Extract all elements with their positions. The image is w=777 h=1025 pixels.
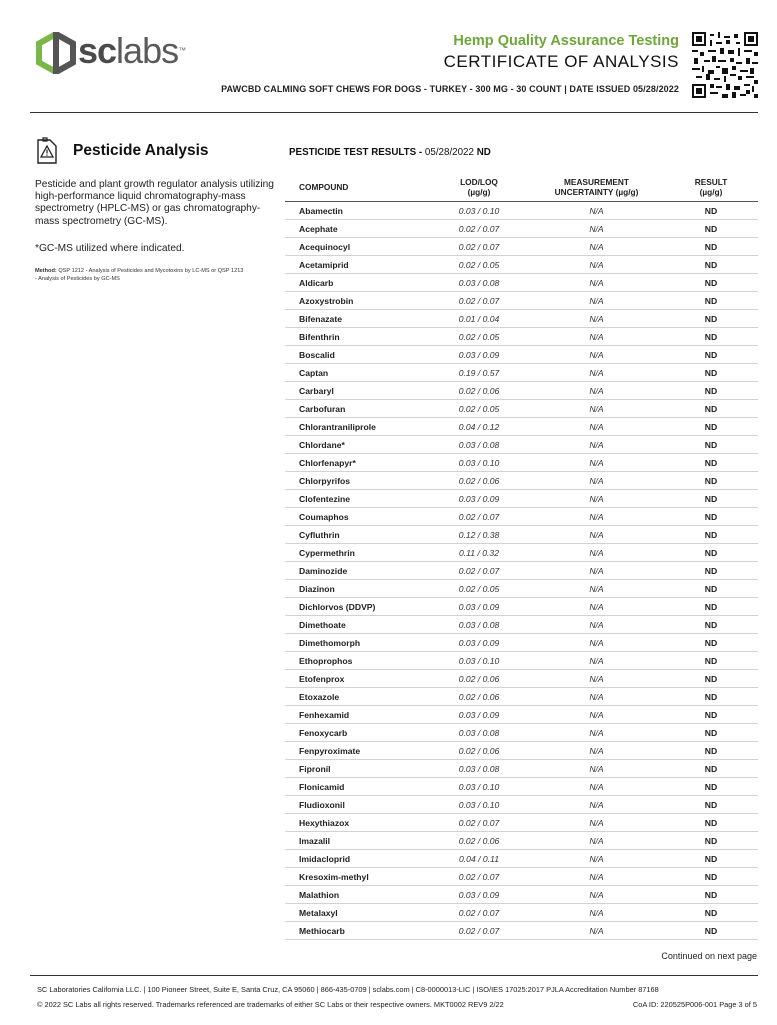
result-cell: ND <box>664 850 758 868</box>
logo-tm: ™ <box>178 46 186 55</box>
table-row <box>285 868 758 886</box>
col-lod-line2: (µg/g) <box>467 187 491 197</box>
compound-cell: Fenpyroximate <box>285 742 429 760</box>
logo-labs: labs <box>116 30 179 71</box>
uncertainty-cell: N/A <box>529 598 664 616</box>
qr-code-icon[interactable] <box>692 32 758 98</box>
lod-loq-cell: 0.02 / 0.06 <box>429 832 529 850</box>
compound-cell: Cypermethrin <box>285 544 429 562</box>
uncertainty-cell: N/A <box>529 436 664 454</box>
result-cell: ND <box>664 346 758 364</box>
uncertainty-cell: N/A <box>529 868 664 886</box>
compound-cell: Acequinocyl <box>285 238 429 256</box>
footer-coa-id: CoA ID: 220525P006-001 Page 3 of 5 <box>632 1000 757 1009</box>
table-row <box>285 562 758 580</box>
compound-cell: Imazalil <box>285 832 429 850</box>
table-row <box>285 850 758 868</box>
lod-loq-cell: 0.12 / 0.38 <box>429 526 529 544</box>
compound-cell: Azoxystrobin <box>285 292 429 310</box>
method-label: Method: <box>35 268 57 274</box>
col-mu-line1: MEASUREMENT <box>564 177 629 187</box>
lod-loq-cell: 0.02 / 0.06 <box>429 382 529 400</box>
lod-loq-cell: 0.03 / 0.08 <box>429 274 529 292</box>
results-heading-label: PESTICIDE TEST RESULTS - <box>289 147 423 158</box>
uncertainty-cell: N/A <box>529 580 664 598</box>
table-row <box>285 778 758 796</box>
uncertainty-cell: N/A <box>529 490 664 508</box>
result-cell: ND <box>664 886 758 904</box>
lod-loq-cell: 0.03 / 0.08 <box>429 760 529 778</box>
lod-loq-cell: 0.01 / 0.04 <box>429 310 529 328</box>
uncertainty-cell: N/A <box>529 922 664 940</box>
compound-cell: Fenhexamid <box>285 706 429 724</box>
col-measurement-uncertainty <box>529 173 664 202</box>
lod-loq-cell: 0.03 / 0.09 <box>429 886 529 904</box>
uncertainty-cell: N/A <box>529 886 664 904</box>
table-row <box>285 508 758 526</box>
compound-cell: Diazinon <box>285 580 429 598</box>
uncertainty-cell: N/A <box>529 346 664 364</box>
result-cell: ND <box>664 490 758 508</box>
compound-cell: Chlordane* <box>285 436 429 454</box>
result-cell: ND <box>664 670 758 688</box>
uncertainty-cell: N/A <box>529 778 664 796</box>
footer-copyright: © 2022 SC Labs all rights reserved. Trademarks referenced are trademarks of either SC Labs or their respective owners. MKT0002 REV9 2/22 <box>37 1000 504 1009</box>
col-result-line2: (µg/g) <box>699 187 723 197</box>
result-cell: ND <box>664 364 758 382</box>
result-cell: ND <box>664 814 758 832</box>
uncertainty-cell: N/A <box>529 850 664 868</box>
uncertainty-cell: N/A <box>529 328 664 346</box>
table-row <box>285 454 758 472</box>
table-row <box>285 544 758 562</box>
section-description: Pesticide and plant growth regulator analysis utilizing high-performance liquid chromatography-mass spectrometry (HPLC-MS) or gas chromatography-mass spectrometry (GC-MS). <box>35 179 274 227</box>
results-date: 05/28/2022 <box>424 147 474 158</box>
lod-loq-cell: 0.03 / 0.08 <box>429 436 529 454</box>
col-result-line1: RESULT <box>694 177 728 187</box>
uncertainty-cell: N/A <box>529 400 664 418</box>
lod-loq-cell: 0.02 / 0.07 <box>429 220 529 238</box>
compound-cell: Kresoxim-methyl <box>285 868 429 886</box>
result-cell: ND <box>664 310 758 328</box>
header-meta: PAWCBD CALMING SOFT CHEWS FOR DOGS - TURKEY - 300 MG - 30 COUNT | DATE ISSUED 05/28/2022 <box>221 84 679 94</box>
compound-cell: Metalaxyl <box>285 904 429 922</box>
uncertainty-cell: N/A <box>529 364 664 382</box>
result-cell: ND <box>664 616 758 634</box>
lod-loq-cell: 0.03 / 0.09 <box>429 346 529 364</box>
table-row <box>285 652 758 670</box>
lod-loq-cell: 0.02 / 0.07 <box>429 904 529 922</box>
header-divider <box>30 112 758 113</box>
result-cell: ND <box>664 868 758 886</box>
lod-loq-cell: 0.02 / 0.06 <box>429 742 529 760</box>
result-cell: ND <box>664 202 758 220</box>
lod-loq-cell: 0.02 / 0.07 <box>429 868 529 886</box>
compound-cell: Dichlorvos (DDVP) <box>285 598 429 616</box>
uncertainty-cell: N/A <box>529 274 664 292</box>
compound-cell: Methiocarb <box>285 922 429 940</box>
result-cell: ND <box>664 580 758 598</box>
section-title: Pesticide Analysis <box>73 142 209 159</box>
compound-cell: Bifenthrin <box>285 328 429 346</box>
compound-cell: Chlorpyrifos <box>285 472 429 490</box>
result-cell: ND <box>664 292 758 310</box>
uncertainty-cell: N/A <box>529 616 664 634</box>
uncertainty-cell: N/A <box>529 796 664 814</box>
result-cell: ND <box>664 742 758 760</box>
result-cell: ND <box>664 922 758 940</box>
table-row <box>285 310 758 328</box>
lod-loq-cell: 0.03 / 0.10 <box>429 454 529 472</box>
uncertainty-cell: N/A <box>529 202 664 220</box>
result-cell: ND <box>664 904 758 922</box>
table-row <box>285 346 758 364</box>
table-row <box>285 670 758 688</box>
uncertainty-cell: N/A <box>529 706 664 724</box>
compound-cell: Daminozide <box>285 562 429 580</box>
table-row <box>285 886 758 904</box>
results-table-body <box>285 202 758 940</box>
uncertainty-cell: N/A <box>529 904 664 922</box>
table-row <box>285 526 758 544</box>
result-cell: ND <box>664 328 758 346</box>
table-row <box>285 742 758 760</box>
lod-loq-cell: 0.02 / 0.05 <box>429 256 529 274</box>
result-cell: ND <box>664 256 758 274</box>
result-cell: ND <box>664 562 758 580</box>
table-row <box>285 634 758 652</box>
lod-loq-cell: 0.02 / 0.05 <box>429 580 529 598</box>
table-row <box>285 364 758 382</box>
lod-loq-cell: 0.03 / 0.10 <box>429 652 529 670</box>
table-row <box>285 490 758 508</box>
result-cell: ND <box>664 634 758 652</box>
result-cell: ND <box>664 472 758 490</box>
result-cell: ND <box>664 544 758 562</box>
compound-cell: Boscalid <box>285 346 429 364</box>
continued-note: Continued on next page <box>661 951 757 961</box>
compound-cell: Dimethomorph <box>285 634 429 652</box>
logo-wordmark <box>78 30 185 72</box>
table-row <box>285 274 758 292</box>
result-cell: ND <box>664 382 758 400</box>
sc-labs-logo-icon <box>36 32 76 74</box>
table-row <box>285 472 758 490</box>
lod-loq-cell: 0.02 / 0.07 <box>429 922 529 940</box>
compound-cell: Coumaphos <box>285 508 429 526</box>
method-note <box>35 267 245 283</box>
compound-cell: Fludioxonil <box>285 796 429 814</box>
table-row <box>285 796 758 814</box>
lod-loq-cell: 0.03 / 0.09 <box>429 634 529 652</box>
table-row <box>285 616 758 634</box>
result-cell: ND <box>664 526 758 544</box>
lod-loq-cell: 0.04 / 0.11 <box>429 850 529 868</box>
result-cell: ND <box>664 598 758 616</box>
result-cell: ND <box>664 724 758 742</box>
method-text: QSP 1212 - Analysis of Pesticides and Mycotoxins by LC-MS or QSP 1213 - Analysis of Pesticides by GC-MS <box>35 268 244 282</box>
result-cell: ND <box>664 436 758 454</box>
uncertainty-cell: N/A <box>529 832 664 850</box>
result-cell: ND <box>664 454 758 472</box>
table-row <box>285 814 758 832</box>
lod-loq-cell: 0.03 / 0.08 <box>429 724 529 742</box>
lod-loq-cell: 0.02 / 0.05 <box>429 400 529 418</box>
result-cell: ND <box>664 778 758 796</box>
table-row <box>285 832 758 850</box>
lod-loq-cell: 0.02 / 0.06 <box>429 688 529 706</box>
compound-cell: Ethoprophos <box>285 652 429 670</box>
lod-loq-cell: 0.03 / 0.09 <box>429 598 529 616</box>
compound-cell: Fenoxycarb <box>285 724 429 742</box>
pesticide-results-table <box>285 173 758 940</box>
uncertainty-cell: N/A <box>529 220 664 238</box>
compound-cell: Abamectin <box>285 202 429 220</box>
compound-cell: Fipronil <box>285 760 429 778</box>
uncertainty-cell: N/A <box>529 634 664 652</box>
lod-loq-cell: 0.02 / 0.07 <box>429 508 529 526</box>
table-row <box>285 580 758 598</box>
lod-loq-cell: 0.02 / 0.07 <box>429 292 529 310</box>
gc-ms-note: *GC-MS utilized where indicated. <box>35 243 185 254</box>
compound-cell: Etoxazole <box>285 688 429 706</box>
compound-cell: Cyfluthrin <box>285 526 429 544</box>
col-lod-loq <box>429 173 529 202</box>
lod-loq-cell: 0.02 / 0.06 <box>429 472 529 490</box>
table-header-row <box>285 173 758 202</box>
table-row <box>285 292 758 310</box>
uncertainty-cell: N/A <box>529 652 664 670</box>
compound-cell: Captan <box>285 364 429 382</box>
footer-divider <box>30 975 758 976</box>
uncertainty-cell: N/A <box>529 760 664 778</box>
compound-cell: Malathion <box>285 886 429 904</box>
table-row <box>285 328 758 346</box>
result-cell: ND <box>664 508 758 526</box>
table-row <box>285 904 758 922</box>
result-cell: ND <box>664 400 758 418</box>
compound-cell: Chlorantraniliprole <box>285 418 429 436</box>
compound-cell: Acetamiprid <box>285 256 429 274</box>
compound-cell: Etofenprox <box>285 670 429 688</box>
compound-cell: Hexythiazox <box>285 814 429 832</box>
compound-cell: Chlorfenapyr* <box>285 454 429 472</box>
uncertainty-cell: N/A <box>529 256 664 274</box>
result-cell: ND <box>664 238 758 256</box>
header-subtitle: Hemp Quality Assurance Testing <box>453 33 679 49</box>
result-cell: ND <box>664 706 758 724</box>
col-compound: COMPOUND <box>299 182 349 192</box>
result-cell: ND <box>664 796 758 814</box>
uncertainty-cell: N/A <box>529 742 664 760</box>
compound-cell: Carbaryl <box>285 382 429 400</box>
lod-loq-cell: 0.03 / 0.10 <box>429 796 529 814</box>
uncertainty-cell: N/A <box>529 454 664 472</box>
col-result <box>664 173 758 202</box>
lod-loq-cell: 0.03 / 0.08 <box>429 616 529 634</box>
table-row <box>285 202 758 220</box>
compound-cell: Imidacloprid <box>285 850 429 868</box>
compound-cell: Carbofuran <box>285 400 429 418</box>
footer-address: SC Laboratories California LLC. | 100 Pioneer Street, Suite E, Santa Cruz, CA 95060 | 866-435-0709 | sclabs.com | C8-0000013-LIC | ISO/IES 17025:2017 PJLA Accreditation Number 87168 <box>37 985 659 994</box>
lod-loq-cell: 0.02 / 0.05 <box>429 328 529 346</box>
lod-loq-cell: 0.02 / 0.07 <box>429 238 529 256</box>
results-heading <box>289 147 491 158</box>
compound-cell: Clofentezine <box>285 490 429 508</box>
table-row <box>285 688 758 706</box>
lod-loq-cell: 0.02 / 0.07 <box>429 562 529 580</box>
uncertainty-cell: N/A <box>529 472 664 490</box>
uncertainty-cell: N/A <box>529 382 664 400</box>
compound-cell: Bifenazate <box>285 310 429 328</box>
result-cell: ND <box>664 832 758 850</box>
table-row <box>285 220 758 238</box>
lod-loq-cell: 0.03 / 0.09 <box>429 706 529 724</box>
uncertainty-cell: N/A <box>529 562 664 580</box>
table-row <box>285 382 758 400</box>
col-mu-line2: UNCERTAINTY (µg/g) <box>554 187 639 197</box>
table-row <box>285 922 758 940</box>
compound-cell: Aldicarb <box>285 274 429 292</box>
lod-loq-cell: 0.02 / 0.06 <box>429 670 529 688</box>
results-overall: ND <box>476 147 491 158</box>
warning-flask-icon <box>35 137 59 165</box>
result-cell: ND <box>664 760 758 778</box>
table-row <box>285 256 758 274</box>
uncertainty-cell: N/A <box>529 508 664 526</box>
uncertainty-cell: N/A <box>529 526 664 544</box>
uncertainty-cell: N/A <box>529 670 664 688</box>
table-row <box>285 238 758 256</box>
uncertainty-cell: N/A <box>529 724 664 742</box>
lod-loq-cell: 0.03 / 0.10 <box>429 778 529 796</box>
table-row <box>285 400 758 418</box>
table-row <box>285 724 758 742</box>
table-row <box>285 418 758 436</box>
compound-cell: Flonicamid <box>285 778 429 796</box>
table-row <box>285 436 758 454</box>
table-row <box>285 760 758 778</box>
logo-sc: sc <box>78 30 117 71</box>
compound-cell: Dimethoate <box>285 616 429 634</box>
result-cell: ND <box>664 688 758 706</box>
uncertainty-cell: N/A <box>529 688 664 706</box>
lod-loq-cell: 0.02 / 0.07 <box>429 814 529 832</box>
header-title: CERTIFICATE OF ANALYSIS <box>443 52 679 71</box>
uncertainty-cell: N/A <box>529 238 664 256</box>
lod-loq-cell: 0.03 / 0.10 <box>429 202 529 220</box>
result-cell: ND <box>664 652 758 670</box>
lod-loq-cell: 0.11 / 0.32 <box>429 544 529 562</box>
uncertainty-cell: N/A <box>529 814 664 832</box>
uncertainty-cell: N/A <box>529 310 664 328</box>
result-cell: ND <box>664 418 758 436</box>
lod-loq-cell: 0.03 / 0.09 <box>429 490 529 508</box>
result-cell: ND <box>664 274 758 292</box>
table-row <box>285 598 758 616</box>
uncertainty-cell: N/A <box>529 418 664 436</box>
lod-loq-cell: 0.04 / 0.12 <box>429 418 529 436</box>
lod-loq-cell: 0.19 / 0.57 <box>429 364 529 382</box>
compound-cell: Acephate <box>285 220 429 238</box>
uncertainty-cell: N/A <box>529 292 664 310</box>
col-lod-line1: LOD/LOQ <box>460 177 498 187</box>
table-row <box>285 706 758 724</box>
result-cell: ND <box>664 220 758 238</box>
uncertainty-cell: N/A <box>529 544 664 562</box>
